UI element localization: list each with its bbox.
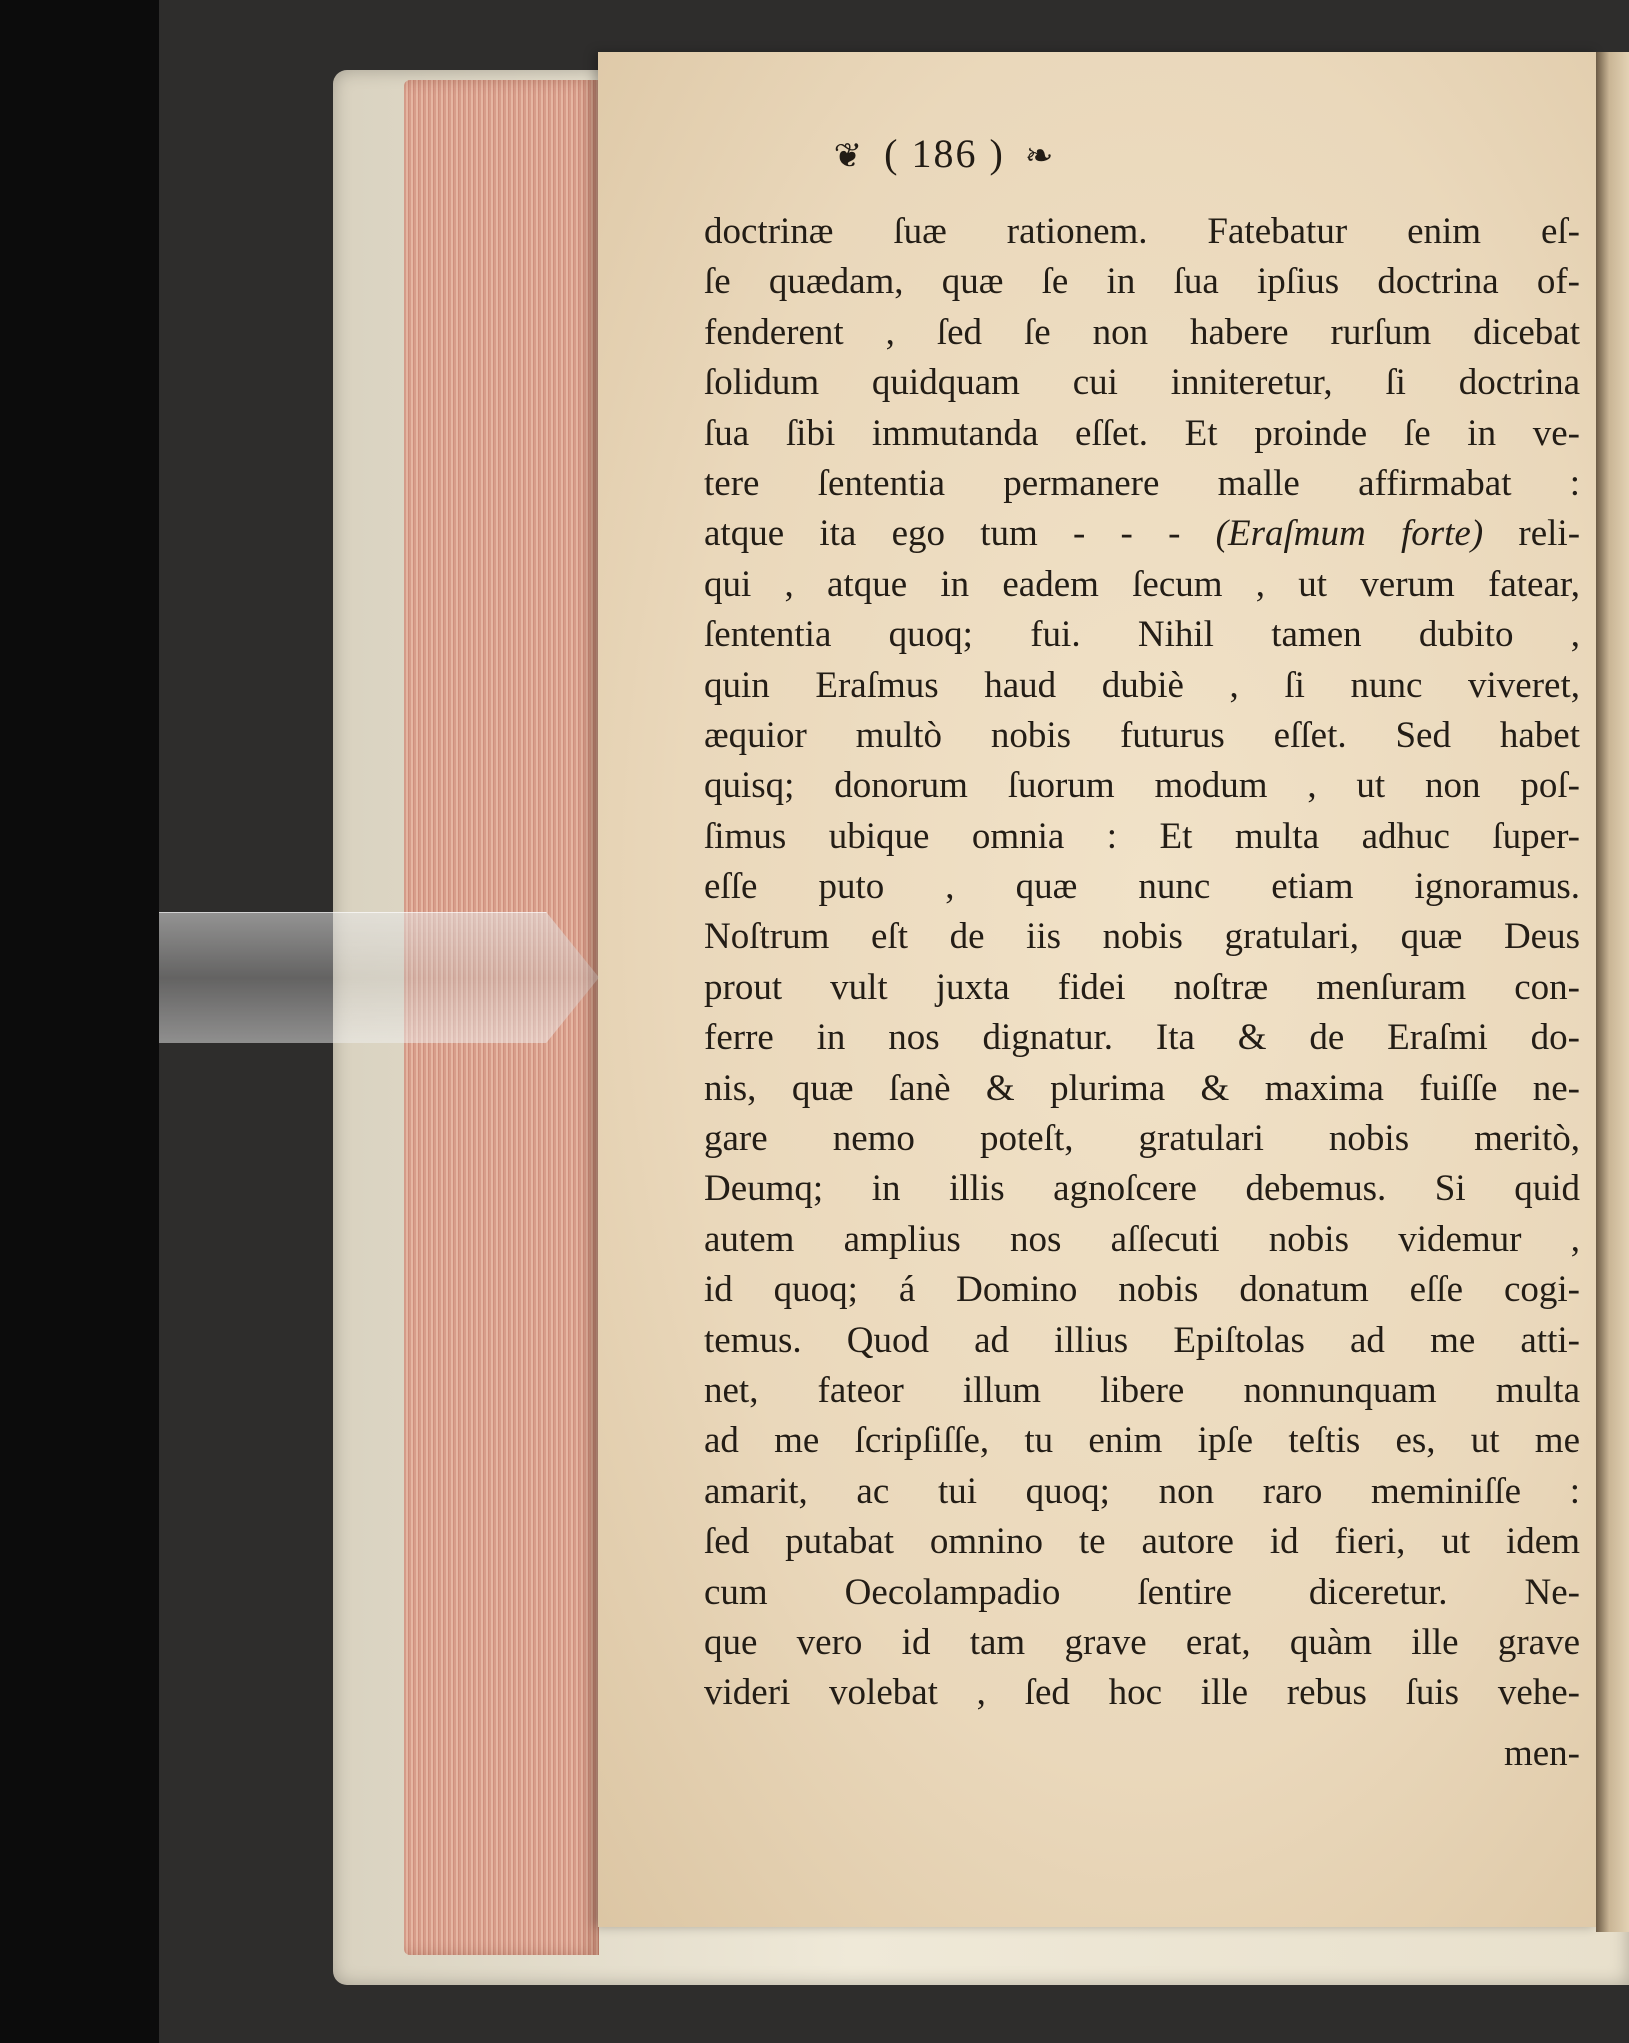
text-line: eſſe puto , quæ nunc etiam ignoramus. [704, 866, 1580, 908]
text-line: quin Eraſmus haud dubiè , ſi nunc viveret, [704, 664, 1580, 706]
ornament-left-icon: ❦ [833, 138, 865, 175]
text-line: ſua ſibi immutanda eſſet. Et proinde ſe in ve- [704, 412, 1580, 454]
text-line: Noſtrum eſt de iis nobis gratulari, quæ Deus [704, 916, 1580, 958]
text-line: que vero id tam grave erat, quàm ille grave [704, 1621, 1580, 1663]
body-text [704, 207, 1580, 1779]
text-line: ſed putabat omnino te autore id fieri, ut idem [704, 1521, 1580, 1563]
text-line: tere ſententia permanere malle affirmabat : [704, 462, 1580, 504]
text-line [704, 509, 1580, 559]
text-line: doctrinæ ſuæ rationem. Fatebatur enim eſ- [704, 211, 1580, 252]
text-line: quisq; donorum ſuorum modum , ut non poſ- [704, 765, 1580, 807]
text-line: ſimus ubique omnia : Et multa adhuc ſuper- [704, 815, 1580, 857]
plastic-bookmark [159, 912, 599, 1043]
italic-aside: (Eraſmum forte) [1215, 513, 1484, 555]
page-number: ( 186 ) [884, 131, 1005, 176]
text-line: autem amplius nos aſſecuti nobis videmur , [704, 1218, 1580, 1260]
text-line: ſolidum quidquam cui inniteretur, ſi doctrina [704, 362, 1580, 404]
text-segment: atque ita ego tum - - - [704, 513, 1216, 555]
text-line: gare nemo poteſt, gratulari nobis meritò, [704, 1118, 1580, 1160]
text-line: fenderent , ſed ſe non habere rurſum dicebat [704, 311, 1580, 353]
text-line: prout vult juxta fidei noſtræ menſuram con- [704, 966, 1580, 1008]
text-line: amarit, ac tui quoq; non raro meminiſſe : [704, 1470, 1580, 1512]
scan-background [0, 0, 159, 2043]
text-line: id quoq; á Domino nobis donatum eſſe cogi- [704, 1269, 1580, 1311]
text-line: nis, quæ ſanè & plurima & maxima fuiſſe ne- [704, 1067, 1580, 1109]
text-line: ſententia quoq; fui. Nihil tamen dubito , [704, 614, 1580, 656]
text-line: Deumq; in illis agnoſcere debemus. Si quid [704, 1168, 1580, 1210]
ornament-right-icon: ❧ [1024, 138, 1056, 175]
text-line: ad me ſcripſiſſe, tu enim ipſe teſtis es, ut me [704, 1420, 1580, 1462]
page-header [0, 130, 1629, 177]
text-line: net, fateor illum libere nonnunquam multa [704, 1369, 1580, 1411]
catchword: men- [1503, 1732, 1580, 1774]
text-line: ferre in nos dignatur. Ita & de Eraſmi do- [704, 1017, 1580, 1059]
text-line: videri volebat , ſed hoc ille rebus ſuis vehe- [704, 1672, 1580, 1714]
text-line: temus. Quod ad illius Epiſtolas ad me atti- [704, 1319, 1580, 1361]
text-line: æquior multò nobis futurus eſſet. Sed habet [704, 714, 1580, 756]
text-segment: reli- [1483, 513, 1580, 555]
text-line: ſe quædam, quæ ſe in ſua ipſius doctrina of- [704, 261, 1580, 303]
book-gutter [1596, 52, 1629, 1932]
text-line: cum Oecolampadio ſentire diceretur. Ne- [704, 1571, 1580, 1613]
text-line: qui , atque in eadem ſecum , ut verum fatear, [704, 563, 1580, 605]
